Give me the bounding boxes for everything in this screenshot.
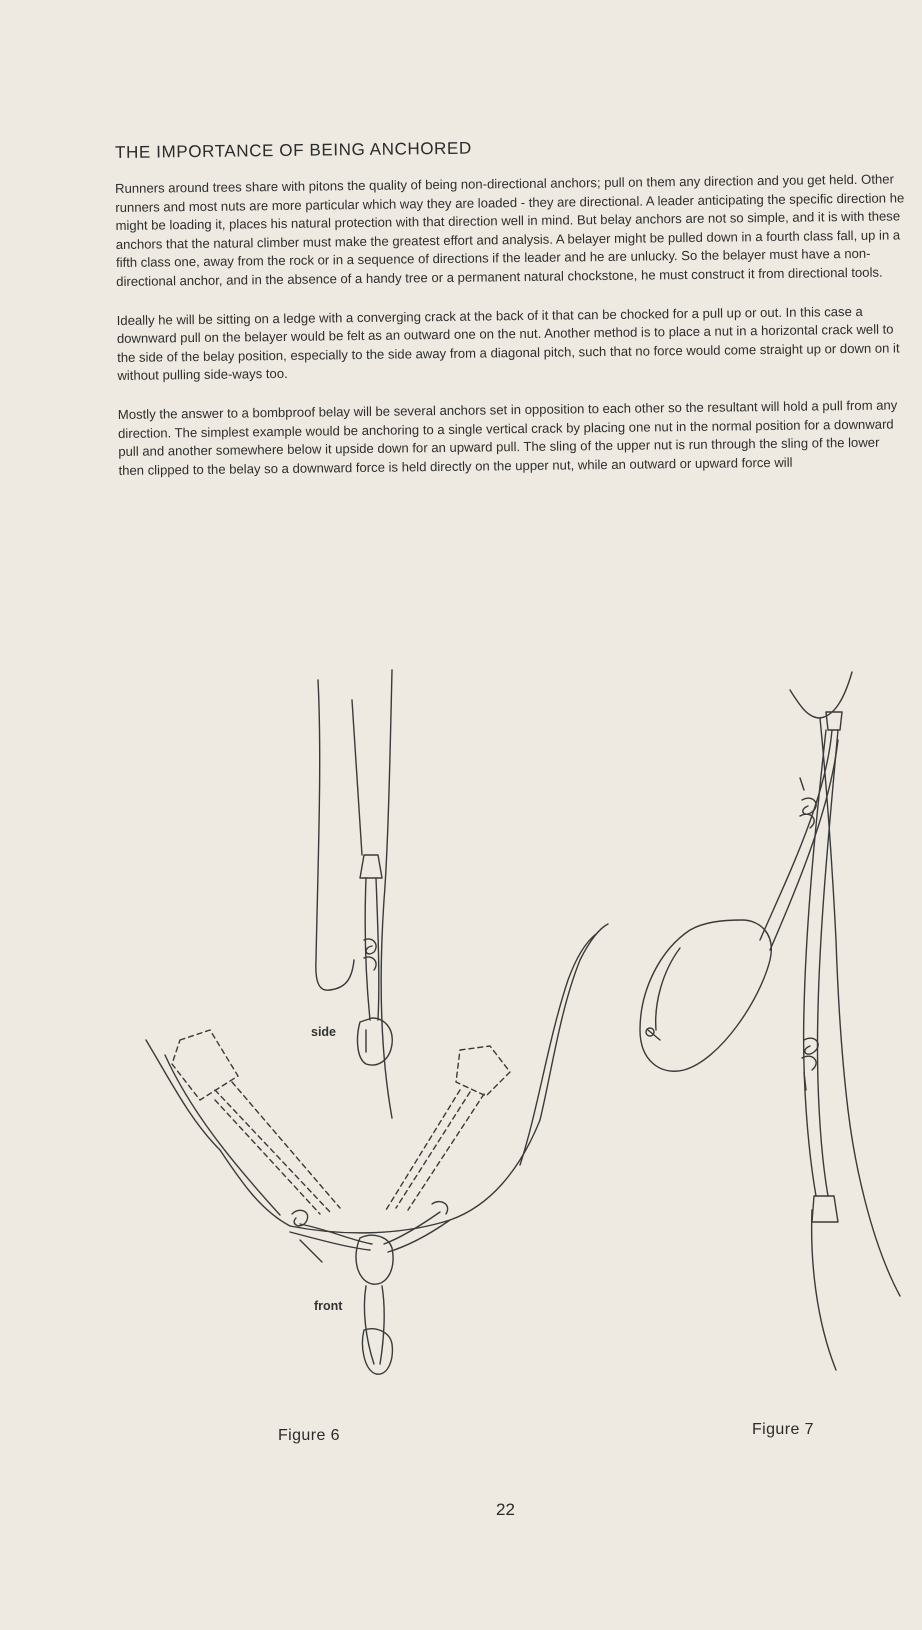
page-number: 22 — [496, 1500, 515, 1519]
figure6-front-view — [146, 924, 608, 1374]
paragraph-3: Mostly the answer to a bombproof belay will be several anchors set in opposition to each other so the resultant will hold a pull from any direction. The simplest example would be anchoring to a single vertical crack by placing one nut in the normal position for a downward pull and another somewhere below it upside down for an upward pull. The sling of the upper nut is run through the sling of the lower then clipped to the belay so a downward force is held directly on the upper nut, while an outward or upward force will — [117, 397, 898, 478]
figure7-caption: Figure 7 — [752, 1421, 814, 1438]
figure6-caption: Figure 6 — [278, 1427, 340, 1444]
section-heading: THE IMPORTANCE OF BEING ANCHORED — [115, 138, 472, 162]
figure6-side-view — [316, 670, 392, 1118]
figure6-side-label: side — [311, 1025, 337, 1039]
paragraph-1: Runners around trees share with pitons the quality of being non-directional anchors; pull on them any direction and you get held. Other runners and most nuts are more particular which way they are loaded - they are directional. A leader anticipating the specific direction he might be loading it, places his natural protection with that direction well in mind. But belay anchors are not so simple, and it is with these anchors that the natural climber must make the greatest effort and analysis. A belayer might be pulled down in a fourth class fall, up in a fifth class one, away from the rock or in a sequence of directions if the leader and he are unlucky. So the belayer must have a non-directional anchor, and in the absence of a handy tree or a permanent natural chockstone, he must construct it from directional tools. — [115, 171, 905, 289]
figure6-front-label: front — [314, 1299, 343, 1313]
figure7-illustration — [640, 672, 900, 1370]
paragraph-2: Ideally he will be sitting on a ledge with a converging crack at the back of it that can be chocked for a pull up or out. In this case a downward pull on the belayer would be felt as an outward one on the nut. Another method is to place a nut in a horizontal crack well to the side of the belay position, especially to the side away from a diagonal pitch, such that no force would come straight up or down on it without pulling side-ways too. — [116, 303, 900, 384]
